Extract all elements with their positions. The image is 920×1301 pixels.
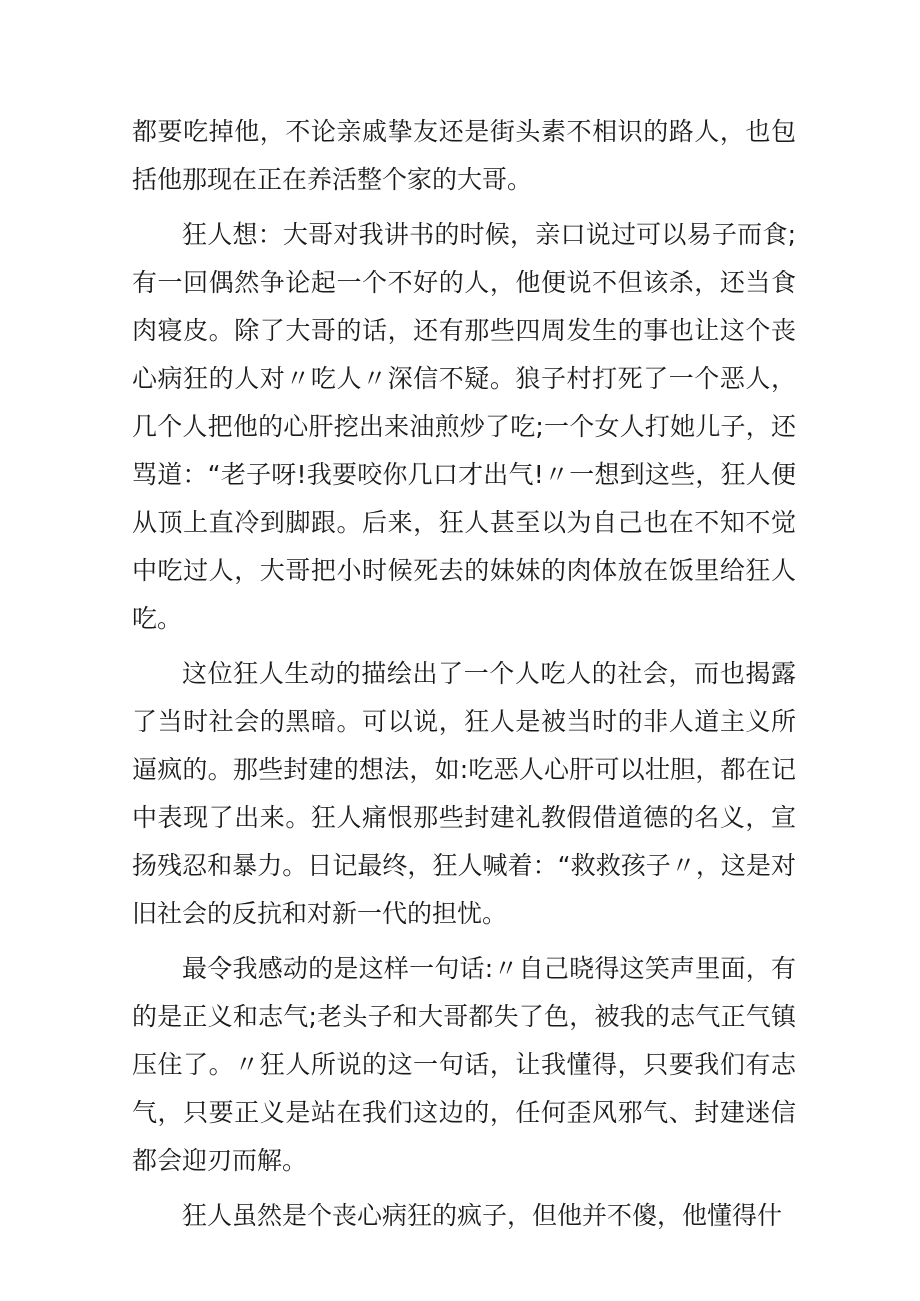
paragraph-5: 狂人虽然是个丧心病狂的疯子，但他并不傻，他懂得什 <box>182 1201 783 1230</box>
paragraph-2: 狂人想：大哥对我讲书的时候，亲口说过可以易子而食;有一回偶然争论起一个不好的人，他便说不但该杀，还当食肉寝皮。除了大哥的话，还有那些四周发生的事也让这个丧心病狂的人对〃吃人〃深信不疑。狼子村打死了一个恶人，几个人把他的心肝挖出来油煎炒了吃;一个女人打她儿子，还骂道：“老子呀!我要咬你几口才出气!〃一想到这些，狂人便从顶上直冷到脚跟。后来，狂人甚至以为自己也在不知不觉中吃过人，大哥把小时候死去的妹妹的肉体放在饭里给狂人吃。 <box>132 220 796 633</box>
paragraph-3: 这位狂人生动的描绘出了一个人吃人的社会，而也揭露了当时社会的黑暗。可以说，狂人是被当时的非人道主义所逼疯的。那些封建的想法，如:吃恶人心肝可以壮胆，都在记中表现了出来。狂人痛恨那些封建礼教假借道德的名义，宣扬残忍和暴力。日记最终，狂人喊着：“救救孩子〃，这是对旧社会的反抗和对新一代的担忧。 <box>132 659 796 928</box>
paragraph-4: 最令我感动的是这样一句话:〃自己晓得这笑声里面，有的是正义和志气;老头子和大哥都失了色，被我的志气正气镇压住了。〃狂人所说的这一句话，让我懂得，只要我们有志气，只要正义是站在我们这边的，任何歪风邪气、封建迷信都会迎刃而解。 <box>132 954 796 1175</box>
body-text <box>132 108 796 1247</box>
paragraph-1: 都要吃掉他，不论亲戚挚友还是街头素不相识的路人，也包括他那现在正在养活整个家的大哥。 <box>132 117 796 194</box>
